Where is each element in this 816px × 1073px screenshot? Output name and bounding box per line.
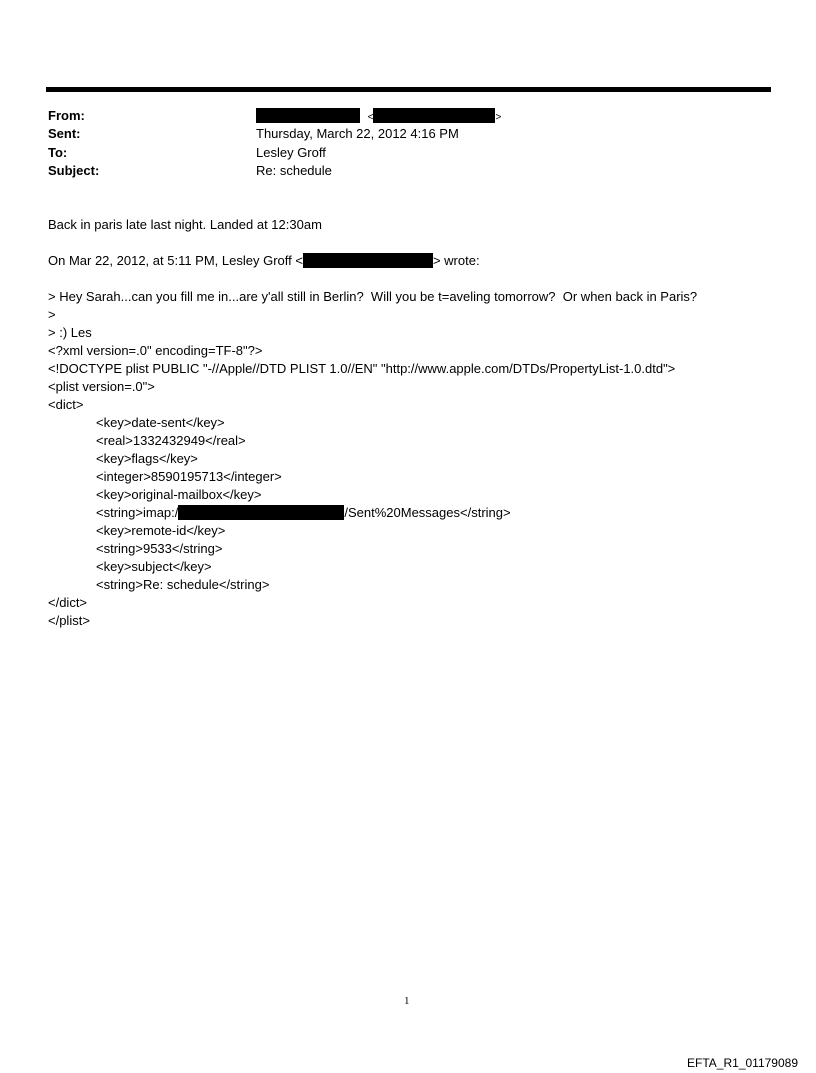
redacted-mailbox-path bbox=[178, 505, 344, 520]
sent-label: Sent: bbox=[48, 126, 81, 141]
plist-line: <key>subject</key> bbox=[96, 559, 212, 574]
from-label: From: bbox=[48, 108, 85, 123]
plist-line: </dict> bbox=[48, 595, 88, 610]
page-number: 1 bbox=[404, 995, 410, 1007]
to-label: To: bbox=[48, 145, 68, 160]
plist-line: <plist version=.0"> bbox=[48, 379, 155, 394]
redacted-sender-name bbox=[256, 108, 360, 123]
plist-line-mailbox bbox=[96, 504, 511, 522]
reply-text: Back in paris late last night. Landed at 12:30am bbox=[48, 217, 322, 232]
quoted-line: > :) Les bbox=[48, 325, 92, 340]
plist-line: </plist> bbox=[48, 613, 90, 628]
redacted-quoted-email bbox=[303, 253, 433, 268]
from-open-bracket: < bbox=[367, 112, 374, 123]
plist-line: <integer>8590195713</integer> bbox=[96, 469, 282, 484]
quote-intro bbox=[48, 252, 480, 270]
plist-line: <?xml version=.0" encoding=TF-8"?> bbox=[48, 343, 263, 358]
quoted-line: > Hey Sarah...can you fill me in...are y'all still in Berlin? Will you be t=aveling tomorrow? Or when back in Paris? bbox=[48, 289, 698, 304]
plist-line: <string>Re: schedule</string> bbox=[96, 577, 270, 592]
to-value: Lesley Groff bbox=[256, 145, 326, 160]
document-id: EFTA_R1_01179089 bbox=[687, 1056, 798, 1070]
sent-value: Thursday, March 22, 2012 4:16 PM bbox=[256, 126, 459, 141]
redacted-sender-email bbox=[373, 108, 495, 123]
plist-line: <real>1332432949</real> bbox=[96, 433, 246, 448]
header-rule bbox=[46, 87, 771, 92]
plist-line: <key>date-sent</key> bbox=[96, 415, 225, 430]
plist-line: <dict> bbox=[48, 397, 84, 412]
plist-line: <key>flags</key> bbox=[96, 451, 198, 466]
plist-line: <!DOCTYPE plist PUBLIC "-//Apple//DTD PLIST 1.0//EN" "http://www.apple.com/DTDs/PropertyList-1.0.dtd"> bbox=[48, 361, 676, 376]
plist-line: <key>remote-id</key> bbox=[96, 523, 226, 538]
quote-intro-start: On Mar 22, 2012, at 5:11 PM, Lesley Groff < bbox=[48, 253, 303, 268]
plist-mailbox-end: /Sent%20Messages</string> bbox=[344, 505, 511, 520]
plist-line: <string>9533</string> bbox=[96, 541, 223, 556]
plist-mailbox-start: <string>imap:/ bbox=[96, 505, 179, 520]
quote-intro-end: > wrote: bbox=[432, 253, 480, 268]
quoted-line: > bbox=[48, 307, 56, 322]
subject-value: Re: schedule bbox=[256, 163, 332, 178]
from-close-bracket: > bbox=[495, 112, 502, 123]
from-value bbox=[256, 107, 501, 126]
subject-label: Subject: bbox=[48, 163, 100, 178]
plist-line: <key>original-mailbox</key> bbox=[96, 487, 262, 502]
